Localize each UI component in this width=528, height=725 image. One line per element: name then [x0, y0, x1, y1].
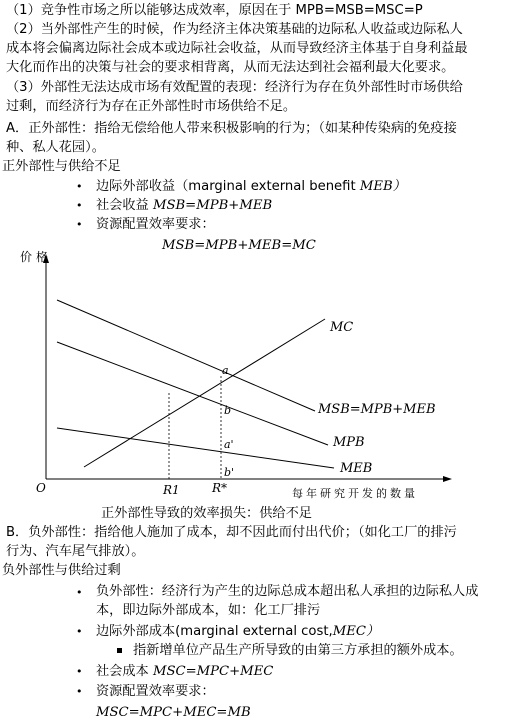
negative-sub-bullet: 指新增单位产品生产所导致的由第三方承担的额外成本。 — [133, 643, 463, 658]
positive-heading: 正外部性与供给不足 — [2, 159, 121, 174]
sub-bullet-square — [117, 648, 122, 653]
positive-bullet-2 — [96, 196, 272, 215]
negative-bullet-1-line-2: 本，即边际外部成本，如：化工厂排污 — [96, 603, 321, 618]
x-axis-label: 每年研究开发的数量 — [292, 487, 418, 500]
positive-bullet-1-symbol: MEB） — [359, 179, 406, 194]
mc-curve — [84, 319, 325, 467]
bullet-dot: • — [76, 218, 83, 231]
point-a-label: a — [222, 364, 229, 377]
point-a-prime-label: a' — [224, 438, 234, 451]
positive-bullet-3: 资源配置效率要求： — [96, 217, 215, 232]
mpb-curve — [57, 342, 328, 445]
negative-bullet-1-line-1: 负外部性：经济行为产生的边际总成本超出私人承担的边际私人成 — [96, 584, 479, 599]
x-axis-arrow — [443, 476, 452, 482]
rstar-tick-label: R* — [212, 481, 228, 495]
positive-bullet-2-formula: MSB=MPB+MEB — [152, 198, 273, 213]
negative-efficiency-formula: MSC=MPC+MEC=MB — [96, 705, 251, 720]
positive-caption: 正外部性导致的效率损失：供给不足 — [101, 506, 312, 521]
negative-definition-line-2: 行为、汽车尾气排放）。 — [6, 544, 145, 559]
point-b-label: b — [224, 404, 232, 417]
negative-bullet-3-text: 社会成本 — [96, 664, 153, 679]
bullet-dot: • — [76, 685, 83, 698]
negative-bullet-2 — [96, 622, 379, 641]
bullet-dot: • — [76, 586, 83, 599]
mpb-label: MPB — [333, 435, 365, 450]
positive-bullet-1 — [96, 177, 406, 196]
negative-heading: 负外部性与供给过剩 — [2, 563, 121, 578]
intro-item-2-line-2: 成本将会偏离边际社会成本或边际社会收益，从而导致经济主体基于自身利益最 — [6, 41, 468, 56]
negative-definition-line-1: B．负外部性：指给他人施加了成本，却不因此而付出代价；（如化工厂的排污 — [6, 525, 457, 540]
point-b-prime-label: b' — [224, 466, 235, 479]
msb-label: MSB=MPB+MEB — [318, 402, 436, 417]
intro-item-2-line-1: （2）当外部性产生的时候，作为经济主体决策基础的边际私人收益或边际私人 — [6, 22, 463, 37]
origin-label: O — [36, 481, 46, 495]
negative-bullet-4: 资源配置效率要求： — [96, 684, 215, 699]
negative-bullet-3 — [96, 662, 273, 681]
externality-chart — [0, 248, 528, 508]
positive-efficiency-formula: MSB=MPB+MEB=MC — [162, 238, 316, 253]
negative-bullet-3-formula: MSC=MPC+MEC — [152, 664, 274, 679]
negative-bullet-2-symbol: MEC） — [332, 624, 380, 639]
meb-label: MEB — [340, 461, 373, 476]
intro-item-1: （1）竞争性市场之所以能够达成效率，原因在于 MPB=MSB=MSC=P — [6, 3, 423, 18]
intro-item-2-line-3: 大化而作出的决策与社会的要求相背离，从而无法达到社会福利最大化要求。 — [6, 60, 455, 75]
bullet-dot: • — [76, 665, 83, 678]
bullet-dot: • — [76, 625, 83, 638]
msb-curve — [57, 300, 315, 411]
bullet-dot: • — [76, 199, 83, 212]
positive-definition-line-1: A．正外部性：指给无偿给他人带来积极影响的行为；（如某种传染病的免疫接 — [6, 121, 457, 136]
intro-item-3-line-2: 过剩，而经济行为存在正外部性时市场供给不足。 — [6, 99, 297, 114]
mc-label: MC — [330, 320, 354, 335]
bullet-dot: • — [76, 180, 83, 193]
positive-definition-line-2: 种、私人花园）。 — [6, 140, 105, 155]
negative-bullet-2-text: 边际外部成本(marginal external cost, — [96, 624, 333, 639]
intro-item-3-line-1: （3）外部性无法达成市场有效配置的表现：经济行为存在负外部性时市场供给 — [6, 80, 463, 95]
positive-bullet-1-text: 边际外部收益（marginal external benefit — [96, 179, 360, 194]
meb-curve — [57, 428, 334, 468]
positive-bullet-2-text: 社会收益 — [96, 198, 153, 213]
r1-tick-label: R1 — [163, 483, 180, 497]
y-axis-label: 价格 — [20, 250, 53, 264]
